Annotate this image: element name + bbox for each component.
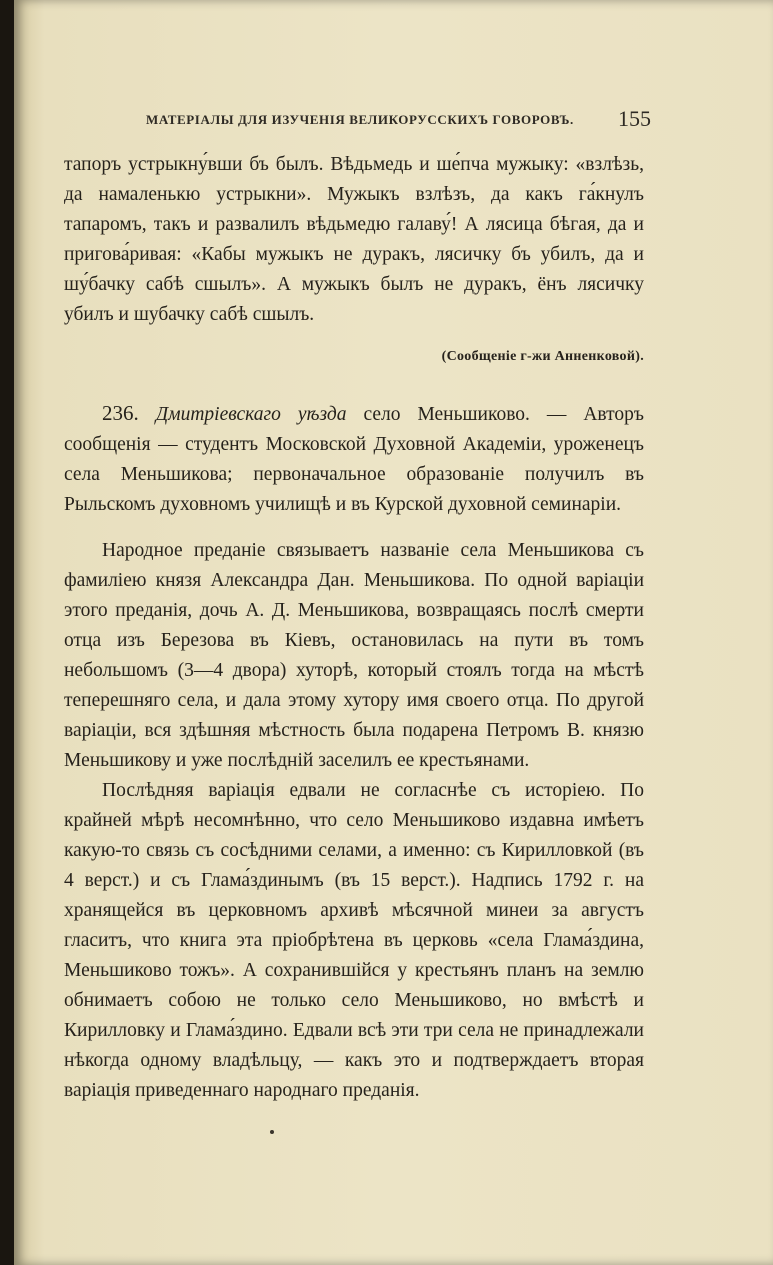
running-title: МАТЕРІАЛЫ ДЛЯ ИЗУЧЕНІЯ ВЕЛИКОРУССКИХЪ ГОВОРОВЪ. (146, 112, 574, 127)
page-number: 155 (618, 106, 651, 131)
intro-paragraph: тапоръ устрыкну́вши бъ былъ. Вѣдьмедь и ше́пча мужыку: «взлѣзь, да намаленькю устрыкни». Мужыкъ взлѣзъ, да какъ га́кнулъ тапаромъ, такъ и развалилъ вѣдьмедю галаву́! А лясица бѣгая, да и пригова́ривая: «Кабы мужыкъ не дуракъ, лясичку бъ убилъ, да и шу́бачку сабѣ сшылъ». А мужыкъ былъ не дуракъ, ёнъ лясичку убилъ и шубачку сабѣ сшылъ. (64, 154, 644, 325)
entry-236 (64, 398, 644, 520)
attribution: (Сообщеніе г-жи Анненковой). (441, 349, 644, 364)
entry-number: 236. (102, 401, 139, 425)
ink-speck (270, 1130, 274, 1134)
book-page (14, 0, 773, 1265)
paragraph-gap (64, 520, 644, 536)
entry-district: Дмитріевскаго уѣзда (155, 404, 347, 425)
paragraph-history: Послѣдняя варіація едвали не согласнѣе съ исторіею. По крайней мѣрѣ несомнѣнно, что село Меньшиково издавна имѣетъ какую-то связь съ сосѣдними селами, а именно: съ Кирилловкой (въ 4 верст.) и съ Глама́здинымъ (въ 15 верст.). Надпись 1792 г. на хранящейся въ церковномъ архивѣ мѣсячной минеи за августъ гласитъ, что книга эта пріобрѣтена въ церковь «села Глама́здина, Меньшиково тожъ». А сохранившійся у крестьянъ планъ на землю обнимаетъ собою не только село Меньшиково, но вмѣстѣ и Кирилловку и Глама́здино. Едвали всѣ эти три села не принадлежали нѣкогда одному владѣльцу, — какъ это и подтверждаетъ вторая варіація приведеннаго народнаго преданія. (64, 780, 644, 1101)
entry-text: село Меньшиково. — Авторъ сообщенія — студентъ Московской Духовной Академіи, уроженецъ села Меньшикова; первоначальное образованіе получилъ въ Рыльскомъ духовномъ училищѣ и въ Курской духовной семинаріи. (64, 404, 644, 515)
page-header (146, 106, 651, 136)
paragraph-legend: Народное преданіе связываетъ названіе села Меньшикова съ фамиліею князя Александра Дан. Меньшикова. По одной варіаціи этого преданія, дочь А. Д. Меньшикова, возвращаясь послѣ смерти отца изъ Березова въ Кіевъ, остановилась на пути въ томъ небольшомъ (3—4 двора) хуторѣ, который стоялъ тогда на мѣстѣ теперешняго села, и дала этому хутору имя своего отца. По другой варіаціи, вся здѣшняя мѣстность была подарена Петромъ В. князю Меньшикову и уже послѣдній заселилъ ее крестьянами. (64, 540, 644, 771)
page-body (64, 150, 644, 1106)
